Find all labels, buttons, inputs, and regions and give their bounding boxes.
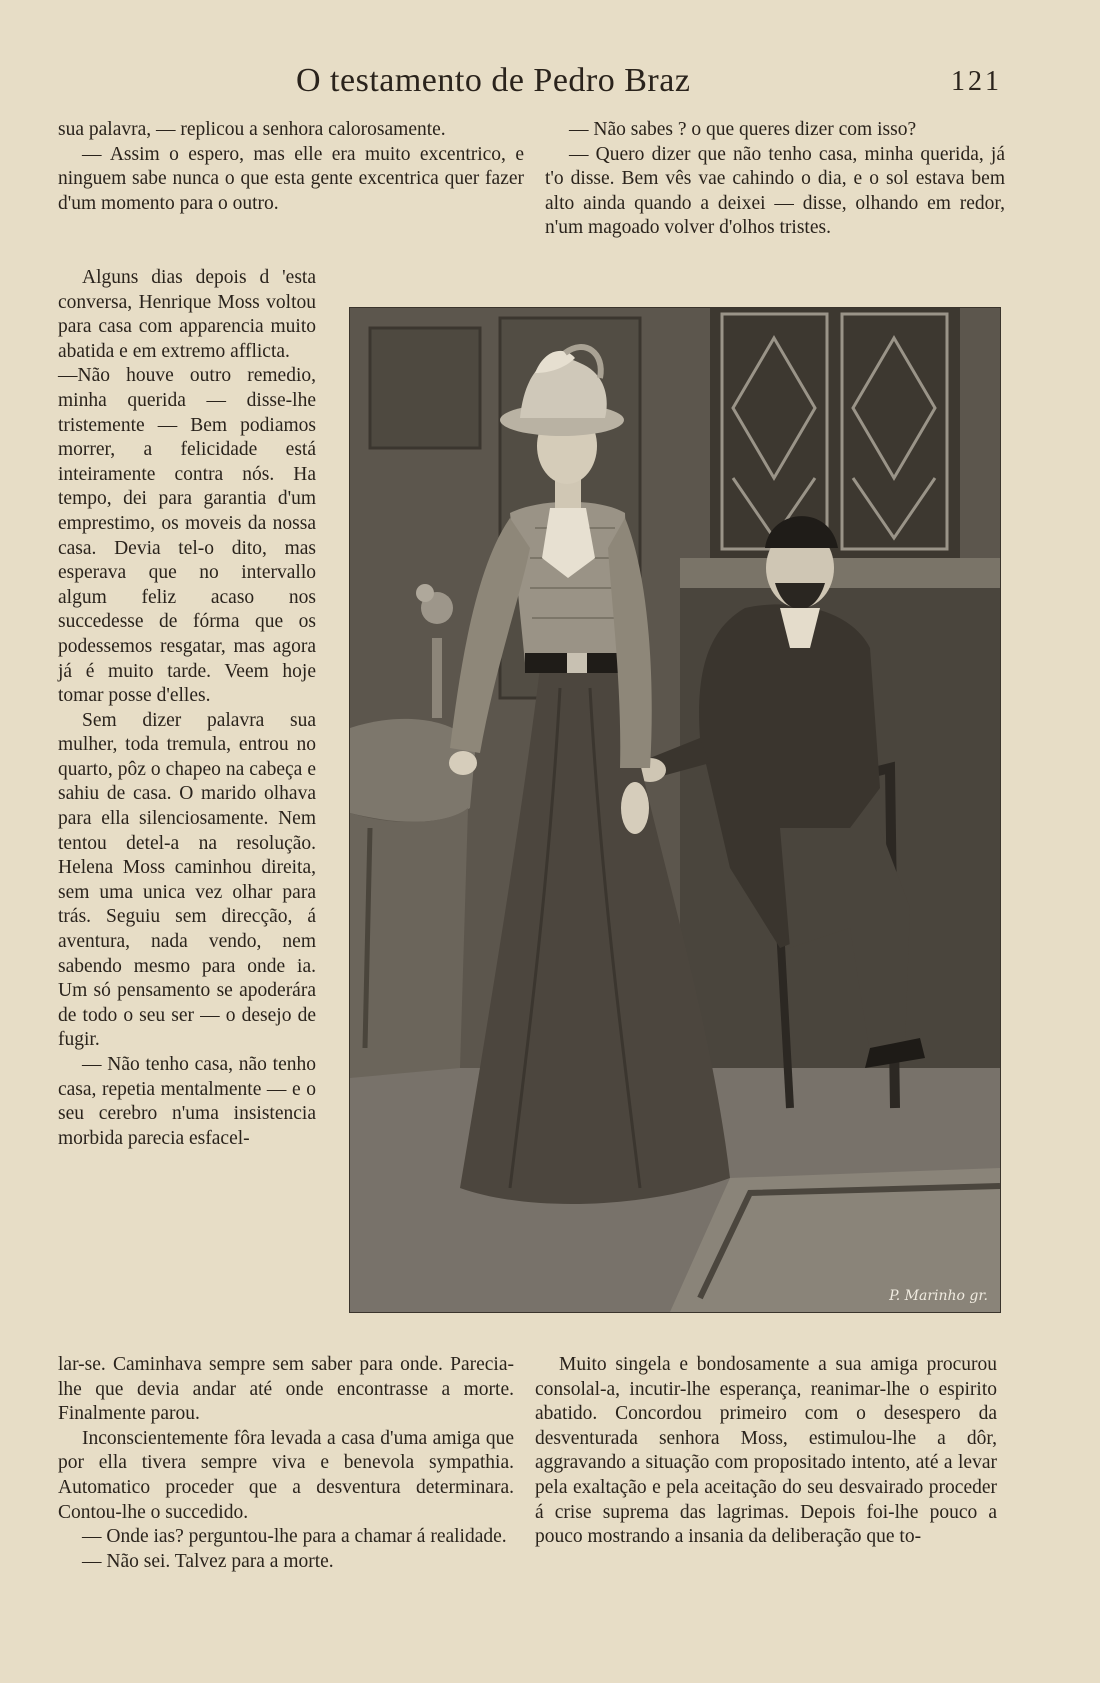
text-column-right-bottom [535, 1353, 997, 1550]
engraving-illustration [349, 307, 1001, 1313]
paragraph: — Onde ias? perguntou-lhe para a chamar á realidade. [82, 1526, 507, 1548]
paragraph: — Não sei. Talvez para a morte. [82, 1550, 334, 1572]
paragraph: — Não tenho casa, não tenho casa, repetia mentalmente — e o seu cerebro n'uma insistencia morbida parecia esfacel- [58, 1054, 316, 1149]
paragraph: Inconscientemente fôra levada a casa d'uma amiga que por ella tivera sempre viva e benevola sympathia. Automatico proceder que a desventura determinara. Contou-lhe o succedido. [58, 1427, 514, 1523]
paragraph: —Não houve outro remedio, minha querida — disse-lhe tristemente — Bem podiamos morrer, a felicidade está inteiramente contra nós. Ha tempo, dei para garantia d'um emprestimo, os moveis da nossa casa. Devia tel-o dito, mas esperava que no intervallo algum feliz acaso nos succedesse de fórma que os podessemos resgatar, mas agora já é muito tarde. Veem hoje tomar posse d'elles. [58, 365, 316, 707]
paragraph: Sem dizer palavra sua mulher, toda tremula, entrou no quarto, pôz o chapeo na cabeça e sahiu de casa. O marido olhava para ella silenciosamente. Nem tentou detel-a na resolução. Helena Moss caminhou direita, sem uma unica vez olhar para trás. Seguiu sem direcção, á aventura, nada vendo, nem sabendo mesmo para onde ia. Um só pensamento se apoderára de todo o seu ser — o desejo de fugir. [58, 709, 316, 1051]
paragraph: — Assim o espero, mas elle era muito excentrico, e ninguem sabe nunca o que esta gente excentrica quer fazer d'um momento para o outro. [58, 143, 524, 214]
paragraph: Alguns dias depois d 'esta conversa, Henrique Moss voltou para casa com apparencia muito abatida e em extremo afflicta. [58, 267, 316, 362]
paragraph: — Quero dizer que não tenho casa, minha querida, já t'o disse. Bem vês vae cahindo o dia, e o sol estava bem alto ainda quando a deixei — disse, olhando em redor, n'um magoado volver d'olhos tristes. [545, 143, 1005, 239]
text-column-left-top [58, 118, 524, 216]
text-column-left-bottom [58, 1353, 514, 1574]
article-title: O testamento de Pedro Braz [296, 62, 691, 99]
paragraph: — Não sabes ? o que queres dizer com isso? [569, 119, 917, 140]
illustration-drawing [350, 308, 1000, 1312]
paragraph: lar-se. Caminhava sempre sem saber para onde. Parecia-lhe que devia andar até onde encontrasse a morte. Finalmente parou. [58, 1354, 514, 1425]
paragraph: Muito singela e bondosamente a sua amiga procurou consolal-a, incutir-lhe esperança, reanimar-lhe o espirito abatido. Concordou primeiro com o desespero da desventurada senhora Moss, estimulou-lhe a dôr, aggravando a situação com propositado intento, até a levar pela exaltação e pela aceitação do seu desvairado proceder á crise suprema das lagrimas. Depois foi-lhe pouco a pouco mostrando a insania da deliberação que to- [535, 1354, 997, 1548]
text-column-right-top [545, 118, 1005, 241]
page-number: 121 [951, 66, 1002, 97]
text-column-left-narrow [58, 266, 316, 1151]
engraver-signature: P. Marinho gr. [889, 1288, 988, 1304]
paragraph: sua palavra, — replicou a senhora calorosamente. [58, 119, 446, 140]
page-header [290, 62, 1050, 108]
